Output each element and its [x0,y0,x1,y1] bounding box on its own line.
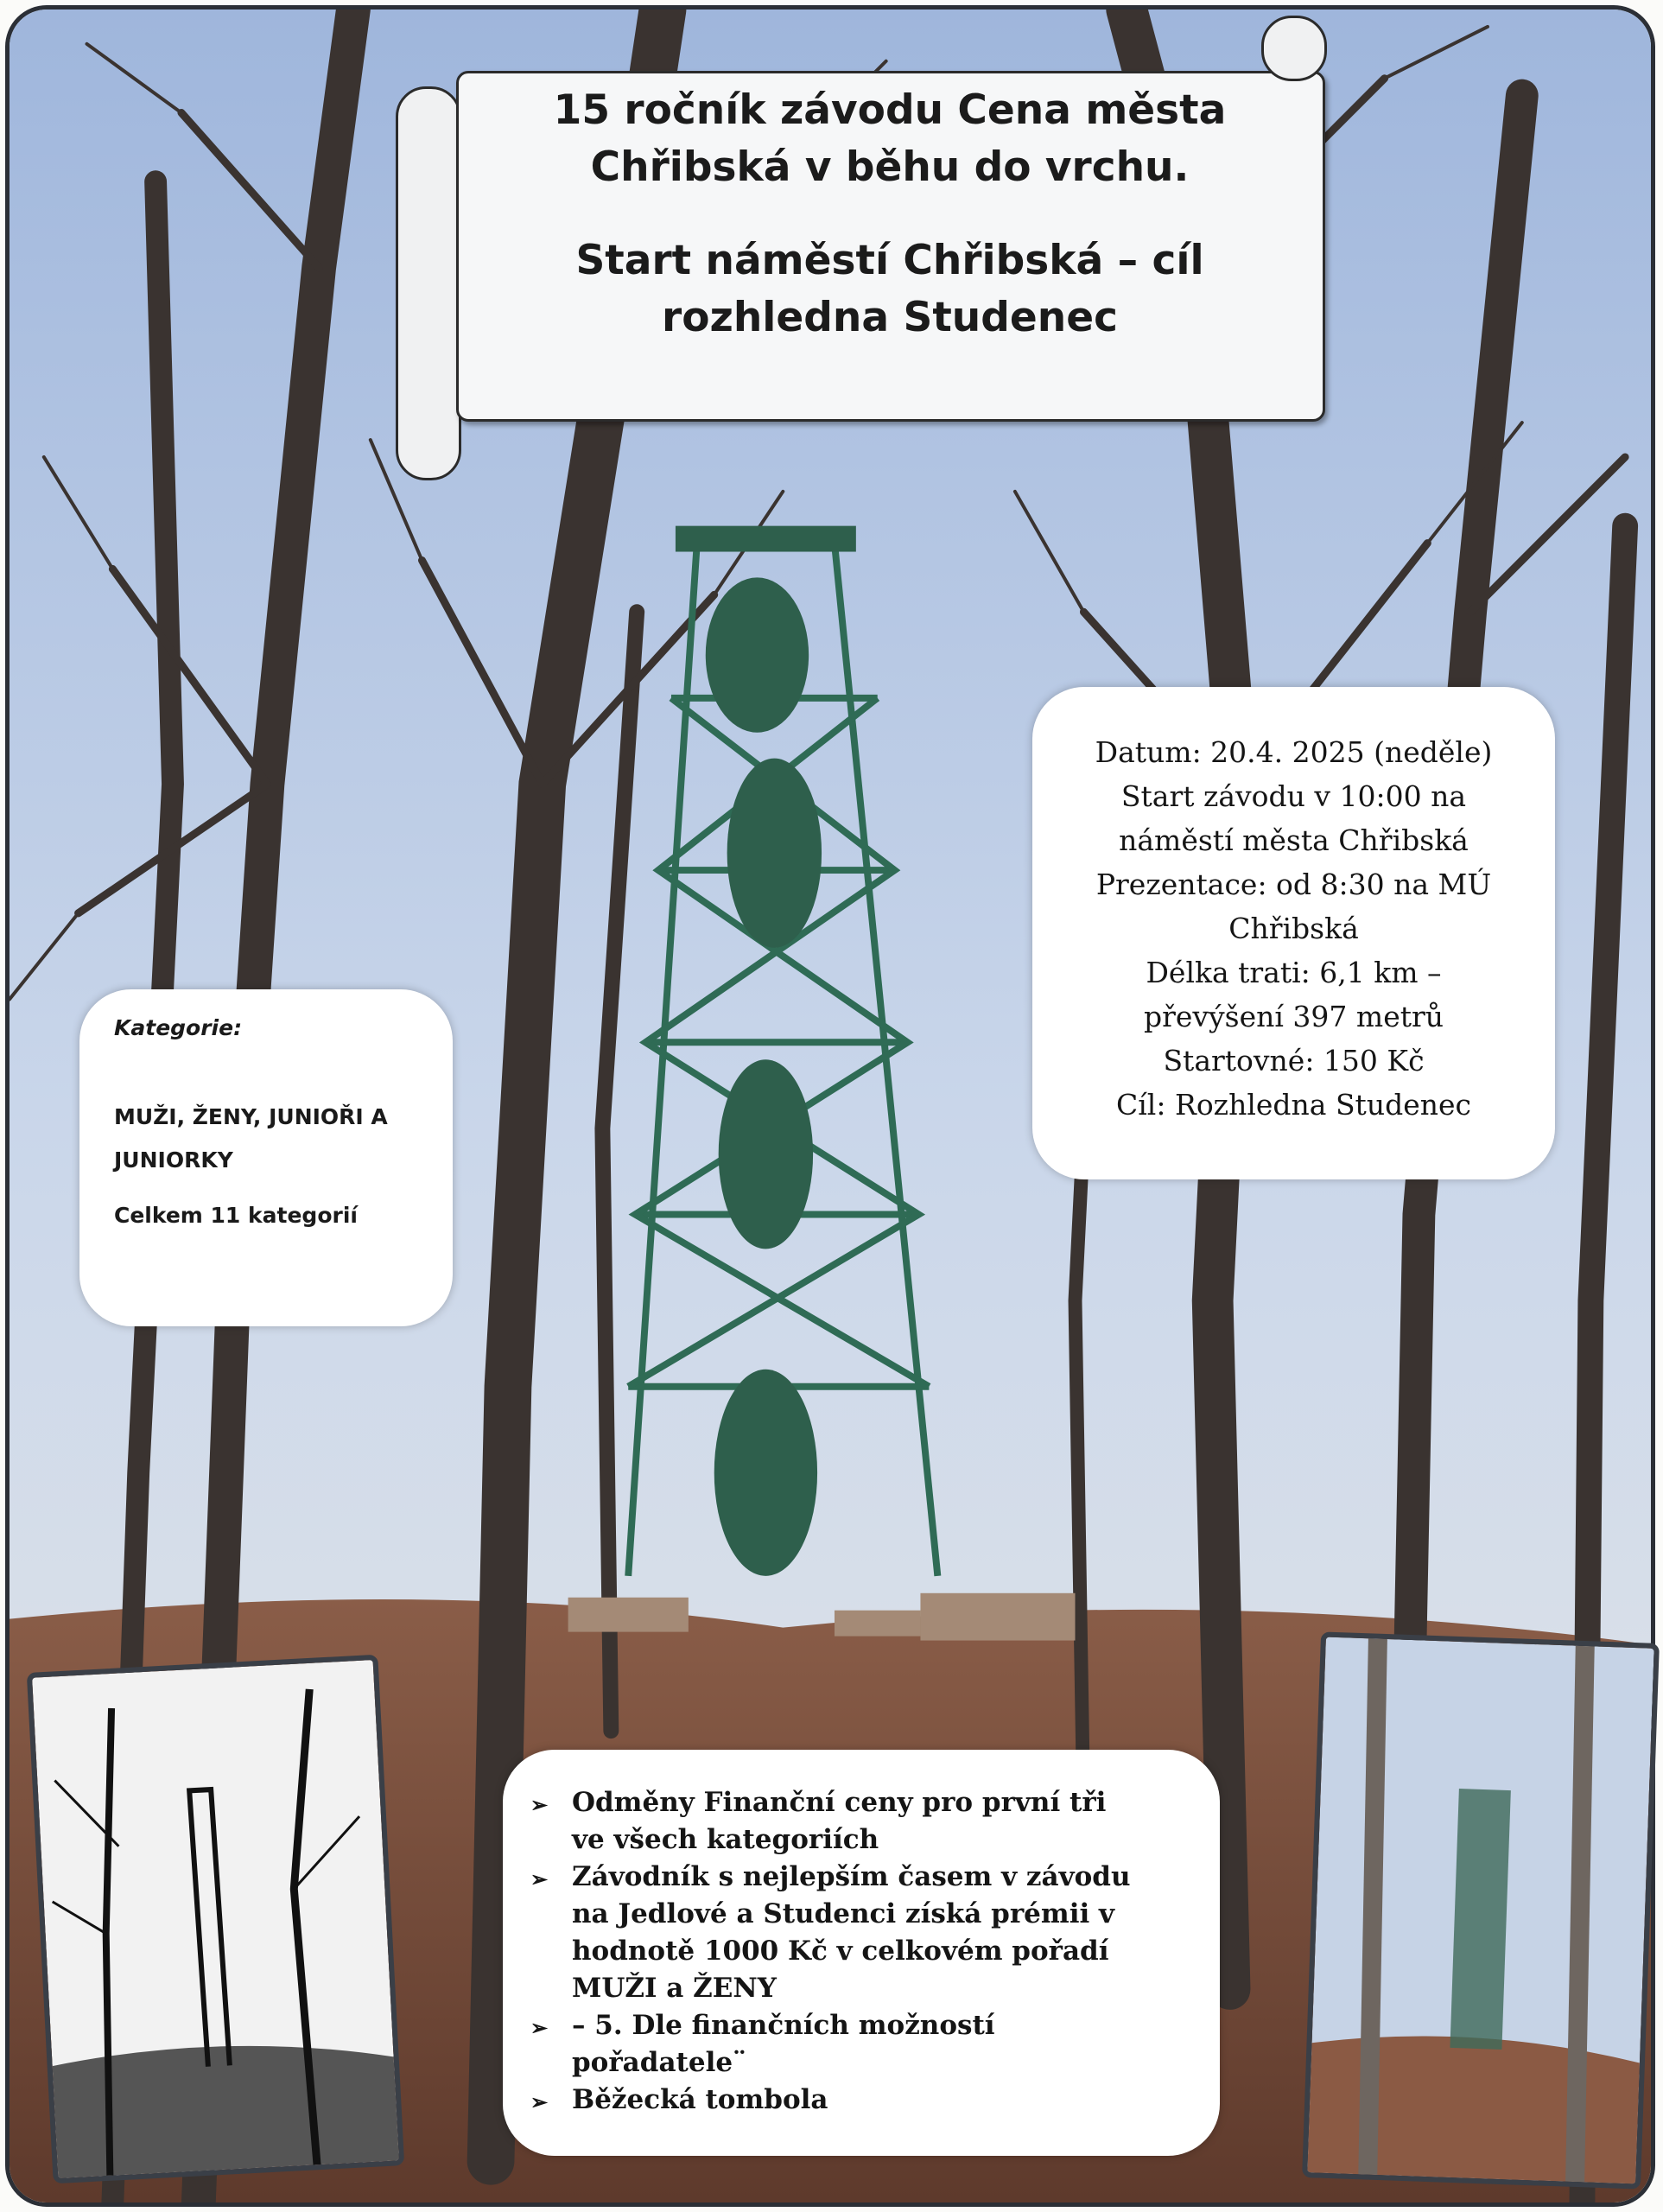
prize-text: hodnotě 1000 Kč v celkovém pořadí [572,1936,1109,1967]
scroll-roll-left [396,86,461,480]
title-line-4: rozhledna Studenec [662,294,1118,341]
painted-photo-thumbnail [1302,1631,1660,2189]
title-line-3: Start náměstí Chřibská – cíl [575,237,1204,284]
prize-text: MUŽI a ŽENY [572,1973,777,2004]
date-line: Datum: 20.4. 2025 (neděle) [1095,735,1493,769]
categories-list-line-1: MUŽI, ŽENY, JUNIOŘI A [114,1104,388,1129]
start-line-1: Start závodu v 10:00 na [1120,779,1467,813]
arrowhead-bullet-icon: ➢ [530,1866,549,1891]
prize-text: Běžecká tombola [572,2084,828,2115]
prize-text: – 5. Dle finančních možností [572,2010,995,2041]
registration-line-2: Chřibská [1228,912,1359,945]
length-line-1: Délka trati: 6,1 km – [1146,956,1442,989]
prize-text: Odměny Finanční ceny pro první tři [572,1787,1107,1818]
title-line-1: 15 ročník závodu Cena města [553,86,1227,134]
scroll-roll-top [1261,16,1327,81]
registration-line-1: Prezentace: od 8:30 na MÚ [1095,868,1492,901]
prize-text: Závodník s nejlepším časem v závodu [572,1861,1131,1892]
prizes-list [530,1784,1194,2119]
title-text [484,82,1296,346]
categories-total: Celkem 11 kategorií [114,1203,358,1228]
finish-line: Cíl: Rozhledna Studenec [1116,1088,1471,1122]
prize-item [530,2082,1194,2119]
prize-item [530,2007,1194,2082]
fee-line: Startovné: 150 Kč [1163,1044,1425,1077]
prize-text: pořadatele¨ [572,2047,746,2078]
arrowhead-bullet-icon: ➢ [530,2089,549,2114]
length-line-2: převýšení 397 metrů [1143,1000,1444,1033]
start-line-2: náměstí města Chřibská [1119,823,1469,857]
prize-item [530,1859,1194,2007]
title-line-2: Chřibská v běhu do vrchu. [590,143,1190,191]
categories-list-line-2: JUNIORKY [114,1147,233,1173]
prize-item [530,1784,1194,1859]
race-info-panel [1032,687,1555,1179]
arrowhead-bullet-icon: ➢ [530,1792,549,1817]
categories-panel [79,989,453,1326]
prize-text: ve všech kategoriích [572,1824,879,1855]
sketch-photo-thumbnail [27,1655,404,2183]
painted-forest-image [1307,1637,1653,2184]
sketch-forest-image [32,1660,399,2178]
prize-text: na Jedlové a Studenci získá prémii v [572,1898,1115,1929]
prizes-panel [503,1750,1220,2156]
arrowhead-bullet-icon: ➢ [530,2015,549,2040]
categories-title: Kategorie: [114,1015,243,1040]
